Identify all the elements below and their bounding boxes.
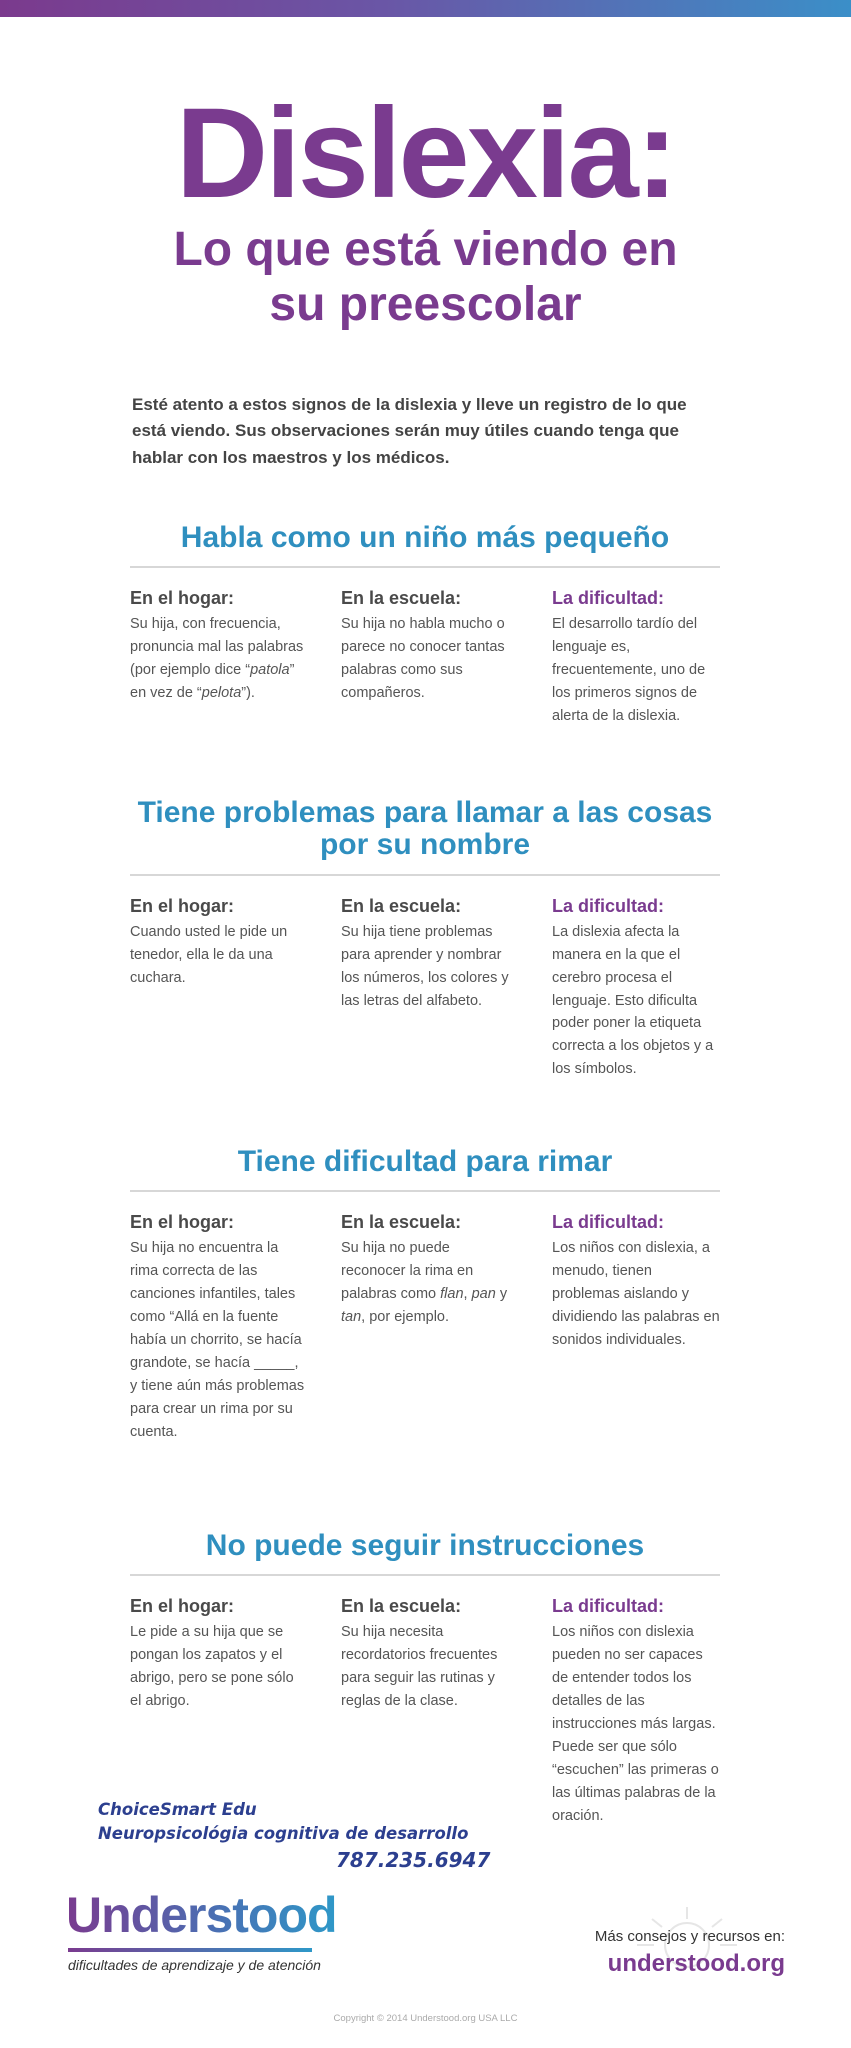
home-text: Su hija, con frecuencia, pronuncia mal las palabras (por ejemplo dice “patola” en vez de “pelota”). xyxy=(130,616,304,702)
difficulty-column xyxy=(552,588,720,728)
home-label: En el hogar: xyxy=(130,895,235,916)
school-column xyxy=(341,588,516,728)
handwritten-line-2: Neuropsicológia cognitiva de desarrollo xyxy=(98,1823,469,1843)
section-heading: No puede seguir instrucciones xyxy=(130,1530,720,1576)
section-speech xyxy=(130,522,720,728)
section-heading: Tiene dificultad para rimar xyxy=(130,1146,720,1192)
understood-url-link[interactable]: understood.org xyxy=(607,1950,785,1977)
school-text: Su hija necesita recordatorios frecuentes para seguir las rutinas y reglas de la clase. xyxy=(341,1624,498,1710)
logo-tagline: dificultades de aprendizaje y de atención xyxy=(68,1957,321,1973)
more-resources-text: Más consejos y recursos en: xyxy=(594,1928,785,1945)
difficulty-text: Los niños con dislexia, a menudo, tienen problemas aislando y dividiendo las palabras en sonidos individuales. xyxy=(552,1240,720,1349)
home-column xyxy=(130,588,305,728)
difficulty-text: Los niños con dislexia pueden no ser capaces de entender todos los detalles de las instrucciones más largas. Puede ser que sólo “escuchen” las primeras o las últimas palabras de la oración. xyxy=(552,1624,719,1824)
school-column xyxy=(341,896,516,1081)
school-text: Su hija no habla mucho o parece no conocer tantas palabras como sus compañeros. xyxy=(341,616,505,702)
subtitle-line-2: su preescolar xyxy=(269,278,582,332)
school-label: En la escuela: xyxy=(341,1212,462,1233)
handwritten-line-1: ChoiceSmart Edu xyxy=(98,1800,257,1819)
section-heading: Tiene problemas para llamar a las cosas por su nombre xyxy=(130,797,720,876)
difficulty-label: La dificultad: xyxy=(552,1596,664,1617)
understood-logo[interactable]: Understood xyxy=(66,1887,337,1943)
school-text: Su hija no puede reconocer la rima en palabras como flan, pan y tan, por ejemplo. xyxy=(341,1240,508,1326)
home-label: En el hogar: xyxy=(130,588,235,609)
page-subtitle xyxy=(0,222,851,332)
top-gradient-bar xyxy=(0,0,851,17)
section-naming xyxy=(130,797,720,1081)
difficulty-column xyxy=(552,896,720,1081)
difficulty-text: El desarrollo tardío del lenguaje es, frecuentemente, uno de los primeros signos de alerta de la dislexia. xyxy=(552,616,706,725)
copyright: Copyright © 2014 Understood.org USA LLC xyxy=(333,2013,518,2024)
logo-underline xyxy=(68,1948,312,1952)
home-column xyxy=(130,896,305,1081)
difficulty-label: La dificultad: xyxy=(552,1212,664,1233)
difficulty-column xyxy=(552,1212,720,1443)
home-text: Cuando usted le pide un tenedor, ella le da una cuchara. xyxy=(130,923,288,986)
subtitle-line-1: Lo que está viendo en xyxy=(173,223,678,276)
difficulty-label: La dificultad: xyxy=(552,588,664,609)
school-label: En la escuela: xyxy=(341,1596,462,1617)
section-rhyming xyxy=(130,1146,720,1444)
handwritten-note xyxy=(98,1798,490,1875)
school-column xyxy=(341,1212,516,1443)
handwritten-phone: 787.235.6947 xyxy=(336,1847,491,1872)
difficulty-column xyxy=(552,1596,720,1827)
page-title: Dislexia: xyxy=(175,82,676,225)
home-label: En el hogar: xyxy=(130,1212,235,1233)
difficulty-label: La dificultad: xyxy=(552,895,664,916)
home-text: Su hija no encuentra la rima correcta de las canciones infantiles, tales como “Allá en la fuente había un chorrito, se hacía grandote, se hacía _____, y tiene aún más problemas para crear un rima por su cuenta. xyxy=(130,1240,305,1440)
home-label: En el hogar: xyxy=(130,1596,235,1617)
section-heading: Habla como un niño más pequeño xyxy=(130,522,720,568)
school-label: En la escuela: xyxy=(341,588,462,609)
school-label: En la escuela: xyxy=(341,895,462,916)
home-text: Le pide a su hija que se pongan los zapatos y el abrigo, pero se pone sólo el abrigo. xyxy=(130,1624,294,1710)
home-column xyxy=(130,1596,305,1827)
intro-paragraph: Esté atento a estos signos de la dislexia y lleve un registro de lo que está viendo. Sus observaciones serán muy útiles cuando tenga que hablar con los maestros y los médicos. xyxy=(132,395,687,467)
section-instructions xyxy=(130,1530,720,1828)
school-column xyxy=(341,1596,516,1827)
home-column xyxy=(130,1212,305,1443)
school-text: Su hija tiene problemas para aprender y nombrar los números, los colores y las letras del alfabeto. xyxy=(341,923,509,1009)
difficulty-text: La dislexia afecta la manera en la que el cerebro procesa el lenguaje. Esto dificulta poder poner la etiqueta correcta a los objetos y a los símbolos. xyxy=(552,923,714,1078)
